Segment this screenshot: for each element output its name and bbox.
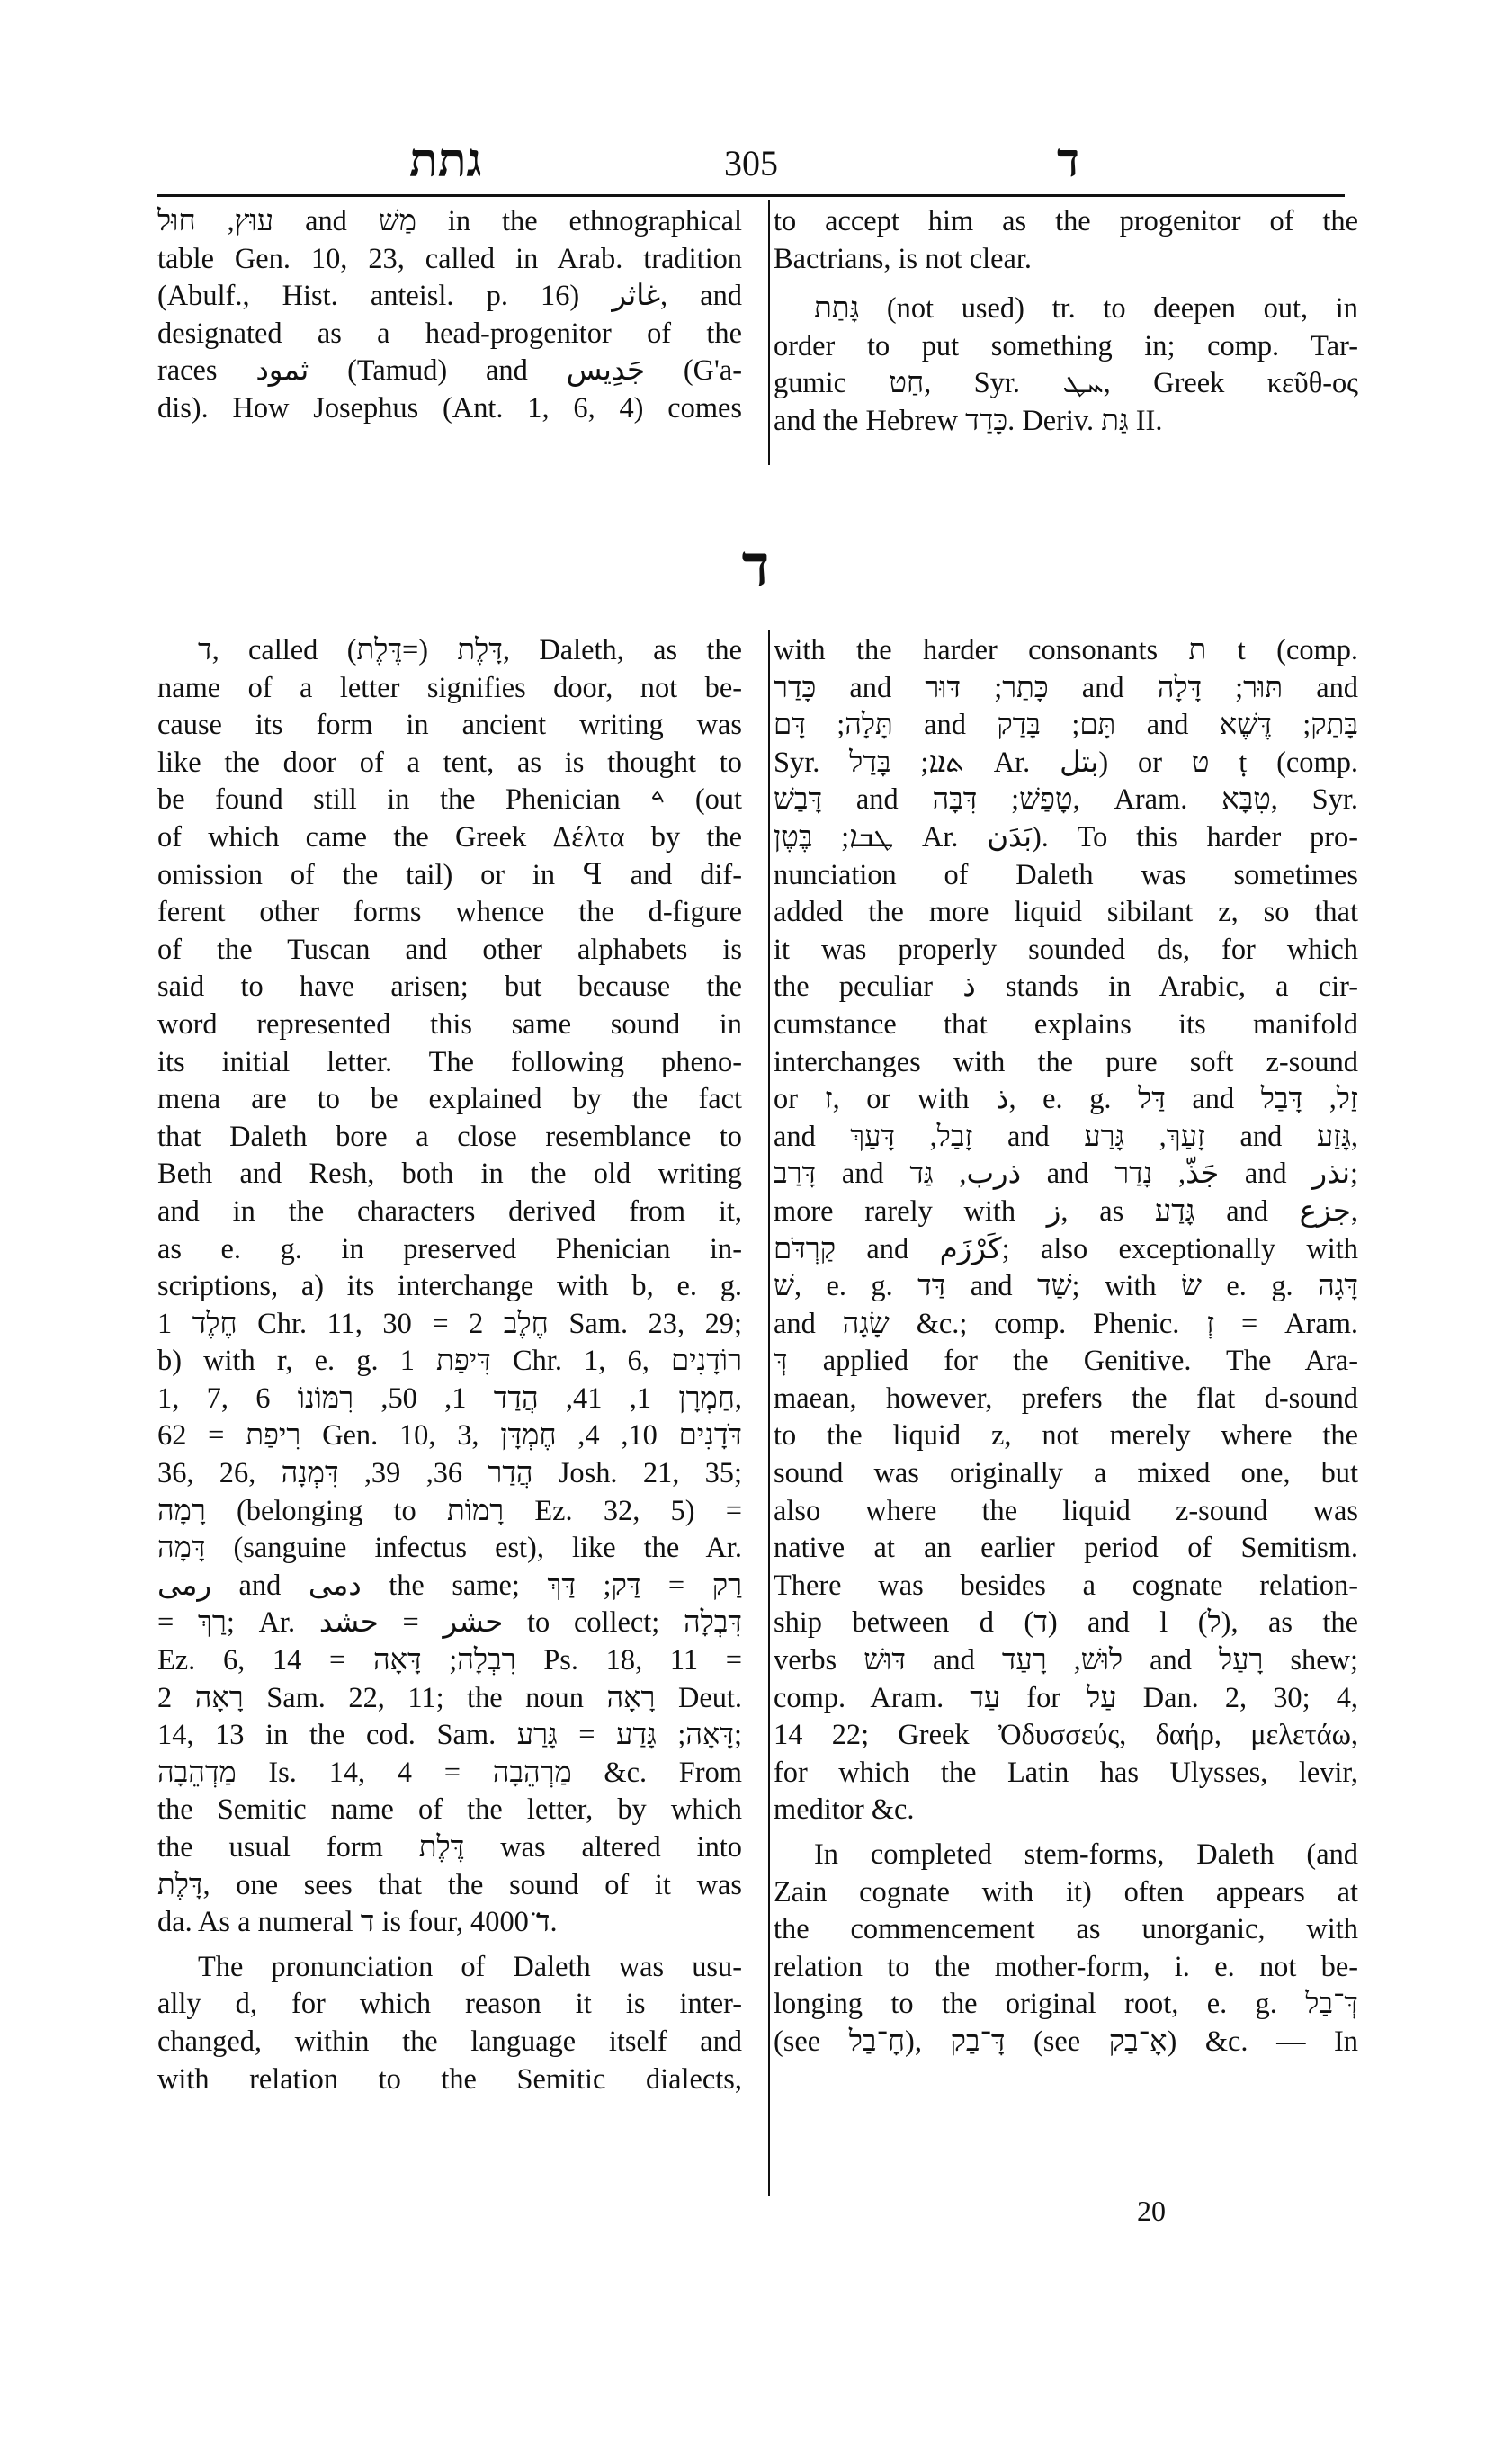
text-line: דָּלֶת, one sees that the sound of it was	[157, 1868, 742, 1901]
text-line: relation to the mother-form, i. e. not be-	[774, 1950, 1358, 1983]
top-left-column	[157, 203, 742, 428]
text-line: of the Tuscan and other alphabets is	[157, 933, 742, 966]
text-line: to the liquid z, not merely where the	[774, 1419, 1358, 1453]
text-line: comp. Aram. עַד for עַל Dan. 2, 30; 4,	[774, 1681, 1358, 1714]
text-line: In completed stem-forms, Daleth (and	[814, 1838, 1358, 1871]
text-line: said to have arisen; but because the	[157, 970, 742, 1004]
text-line: = רַךְ; Ar. حشر = حشد to collect; דִּבְלָה	[157, 1606, 742, 1640]
running-header-left-hebrew: גתת	[409, 136, 482, 187]
text-line: קַרְדֹּם and كَرْزَم; also exceptionally with	[774, 1232, 1358, 1265]
column-divider-top	[768, 200, 770, 465]
text-line: sound was originally a mixed one, but	[774, 1457, 1358, 1490]
text-line: scriptions, a) its interchange with b, e. g.	[157, 1270, 742, 1303]
text-line: the peculiar ذ stands in Arabic, a cir-	[774, 970, 1358, 1004]
text-line: order to put something in; comp. Tar-	[774, 329, 1358, 362]
text-line: 14, 13 in the cod. Sam. דָּאָה; גָּדַע = גָּרַע;	[157, 1719, 742, 1752]
text-line: Zain cognate with it) often appears at	[774, 1875, 1358, 1909]
text-line: רָמָה (belonging to רָמוֹת Ez. 32, 5) =	[157, 1494, 742, 1527]
text-line: עוּץ, חוּל and מַשׁ in the ethnographical	[157, 205, 742, 237]
text-line: (Abulf., Hist. anteisl. p. 16) غاثر, and	[157, 280, 743, 313]
text-line: מַדְהֵבָה Is. 14, 4 = מַרְהֵבָה &c. From	[157, 1756, 742, 1789]
text-line: da. As a numeral ד is four, ד̈ 4000.	[157, 1906, 558, 1939]
text-line: ship between d (ד) and l (ל), as the	[774, 1606, 1358, 1640]
text-line: Syr. ܬܐܐ; בָּדַל Ar. بتل) or ט ṭ (comp.	[774, 746, 1358, 779]
text-line: maean, however, prefers the flat d-sound	[774, 1381, 1358, 1415]
text-line: changed, within the language itself and	[157, 2025, 742, 2058]
text-line: nunciation of Daleth was sometimes	[774, 858, 1358, 891]
text-line: and the Hebrew כָּדַד. Deriv. גַּת II.	[774, 404, 1163, 437]
text-line: mena are to be explained by the fact	[157, 1083, 742, 1116]
text-line: ferent other forms whence the d-figure	[157, 896, 742, 929]
text-line: be found still in the Phenician 𐤃 (out	[157, 783, 742, 817]
text-line: added the more liquid sibilant z, so that	[774, 896, 1358, 929]
text-line: 62 = רִיפַת Gen. 10, 3, דֹּדָנִים 10, 4, חֶמְדָּן	[157, 1419, 742, 1453]
signature-mark: 20	[1137, 2195, 1166, 2227]
section-letter-daleth: ד	[741, 534, 770, 598]
text-line: (see חָ־בַל), דָּ־בַק (see אָ־בַק) &c. — In	[774, 2025, 1358, 2058]
text-line: Ez. 6, 14 = רִבְלָה; דָּאָה Ps. 18, 11 =	[157, 1644, 742, 1677]
bottom-right-column	[774, 632, 1358, 2061]
text-line: designated as a head-progenitor of the	[157, 317, 742, 350]
text-line: and in the characters derived from it,	[157, 1194, 742, 1228]
text-line: like the door of a tent, as is thought to	[157, 746, 742, 779]
running-header-right-hebrew: ד	[1057, 136, 1080, 187]
text-line: Beth and Resh, both in the old writing	[157, 1158, 742, 1191]
text-line: verbs דּוּשׁ and לוּשׁ, רָעַד and רָעַל shew;	[774, 1644, 1358, 1677]
text-line: as e. g. in preserved Phenician in-	[157, 1232, 742, 1265]
text-line: ally d, for which reason it is inter-	[157, 1988, 742, 2021]
running-header	[157, 135, 1345, 189]
text-line: דָּבַשׁ and טָפַשׁ; דִּבָּה, Aram. טִבָּא, Syr.	[774, 783, 1358, 817]
text-line: more rarely with ز, as גָּדַע and جزع,	[774, 1194, 1359, 1228]
text-line: תָּלָה; דָּם and תָּם; בָּדַק and בָּתַק; דֶּשֶׁא	[774, 709, 1358, 742]
text-line: and שָׂגָה &c.; comp. Phenic. זְ = Aram.	[774, 1307, 1358, 1340]
text-line: דָּרַב and ذرب, גַּד and جَذّ, נָדַר and نذر;	[774, 1158, 1359, 1191]
text-line: There was besides a cognate relation-	[774, 1569, 1358, 1602]
text-line: it was properly sounded ds, for which	[774, 933, 1358, 966]
text-line: to accept him as the progenitor of the	[774, 205, 1358, 237]
text-line: meditor &c.	[774, 1793, 915, 1827]
text-line: דְּ applied for the Genitive. The Ara-	[774, 1345, 1358, 1378]
text-line: רָאָה 2 Sam. 22, 11; the noun רָאָה Deut.	[157, 1681, 743, 1714]
text-line: ד, called דָּלֶת (=דֶּלֶת), Daleth, as the	[198, 634, 742, 666]
text-line: דָּמָה (sanguine infectus est), like the Ar.	[157, 1532, 742, 1565]
page-number: 305	[724, 143, 778, 183]
text-line: The pronunciation of Daleth was usu-	[198, 1950, 742, 1983]
text-line: table Gen. 10, 23, called in Arab. tradition	[157, 242, 742, 275]
text-line: interchanges with the pure soft z-sound	[774, 1045, 1358, 1078]
text-line: b) with r, e. g. דִּיפַת 1 Chr. 1, 6, רוֹדָנִים	[157, 1345, 742, 1378]
text-line: its initial letter. The following pheno-	[157, 1045, 742, 1078]
column-divider-bottom	[768, 630, 770, 2196]
text-line: the Semitic name of the letter, by which	[157, 1793, 742, 1827]
text-line: the commencement as unorganic, with	[774, 1913, 1358, 1946]
text-line: also where the liquid z-sound was	[774, 1494, 1358, 1527]
text-line: with the harder consonants ת t (comp.	[774, 634, 1358, 666]
entry-headword-line: גָּתַת (not used) tr. to deepen out, in	[814, 292, 1358, 326]
text-line: cumstance that explains its manifold	[774, 1007, 1358, 1041]
header-rule	[157, 194, 1345, 197]
text-line: שׁ, e. g. דַּד and שַׁד; with שׂ e. g. דָּגָה	[774, 1270, 1358, 1303]
text-line: חֶלֶד 1 Chr. 11, 30 = חֶלֶב 2 Sam. 23, 29;	[157, 1307, 742, 1340]
text-line: of which came the Greek Δέλτα by the	[157, 820, 742, 854]
top-right-column	[774, 203, 1358, 441]
text-line: dis). How Josephus (Ant. 1, 6, 4) comes	[157, 391, 742, 425]
text-line: races ثمود (Tamud) and جَدِيس (G'a-	[157, 354, 743, 388]
text-line: 36, 26, הֲדַר 36, 39, דִּמְנָה Josh. 21, 35;	[157, 1457, 743, 1490]
text-line: and זָבַל, דָּעַךְ and זָעַךְ, גָּרַע and גָּזַע,	[774, 1120, 1358, 1153]
text-line: longing to the original root, e. g. דְּ־בַל	[774, 1988, 1358, 2021]
text-line: رمى and دمى the same; רַק = דַּק; דַּךְ	[157, 1569, 742, 1602]
text-line: for which the Latin has Ulysses, levir,	[774, 1756, 1358, 1789]
text-line: the usual form דֶּלֶת was altered into	[157, 1831, 743, 1864]
text-line: that Daleth bore a close resemblance to	[157, 1120, 742, 1153]
text-line: or ז, or with ذ, e. g. דַּל and זַל, דָּבַל	[774, 1083, 1358, 1116]
bottom-left-column	[157, 632, 742, 2098]
text-line: omission of the tail) or in ꟼ and dif-	[157, 858, 742, 891]
text-line: with relation to the Semitic dialects,	[157, 2062, 742, 2096]
text-line: gumic חַט, Syr. ܚܛ, Greek κεῦθ-ος	[774, 367, 1359, 400]
text-line: native at an earlier period of Semitism.	[774, 1532, 1358, 1565]
text-line: name of a letter signifies door, not be-	[157, 671, 742, 704]
text-line: 14 22; Greek Ὀδυσσεύς, δαήρ, μελετάω,	[774, 1719, 1358, 1752]
text-line: cause its form in ancient writing was	[157, 709, 742, 742]
text-line: Bactrians, is not clear.	[774, 242, 1032, 275]
text-line: ܛܒܐ; בֶּטֶן Ar. بَدَن). To this harder pro-	[774, 820, 1358, 854]
text-line: word represented this same sound in	[157, 1007, 742, 1041]
text-line: 1, 7, חַמְרָן 1, 41, הֲדַד 1, 50, רִמּוֹנוֹ 6,	[157, 1381, 743, 1415]
text-line: כָּדַר and כָּתַר; דּוּר and תּוּר; דָּלָה and	[774, 671, 1358, 704]
